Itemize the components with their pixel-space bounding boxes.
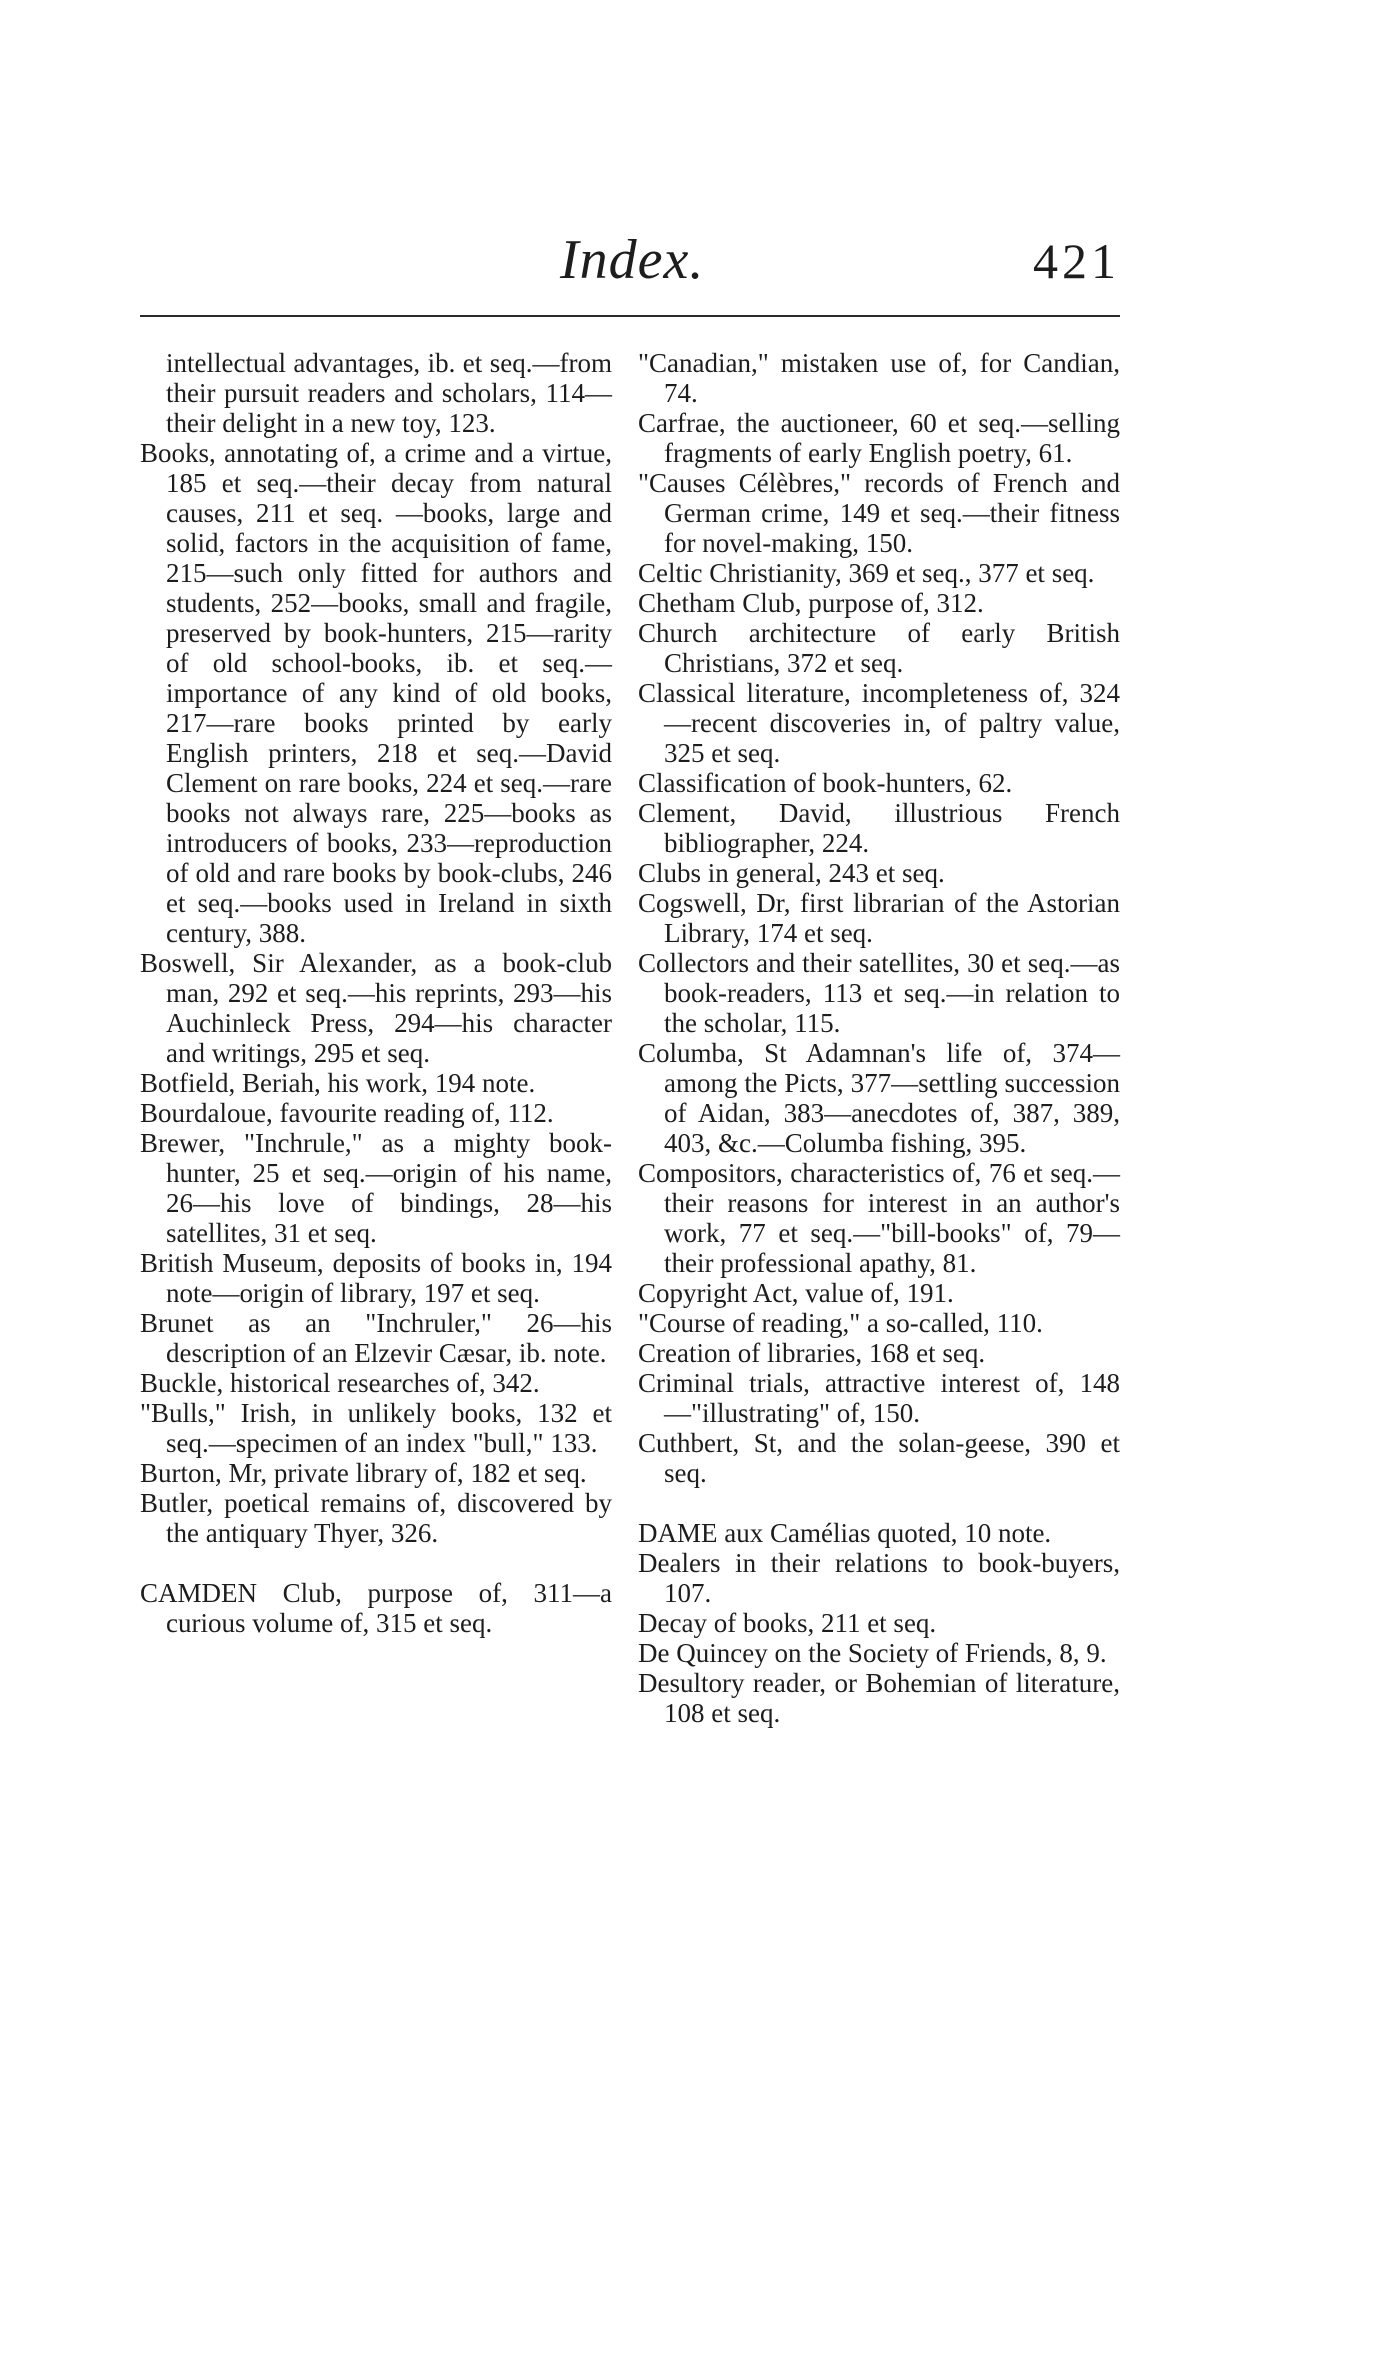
index-entry: CAMDEN Club, purpose of, 311—a curious volume of, 315 et seq. <box>140 1578 612 1638</box>
index-entry: "Causes Célèbres," records of French and German crime, 149 et seq.—their fitness for novel-making, 150. <box>638 468 1120 558</box>
index-entry: Dealers in their relations to book-buyers, 107. <box>638 1548 1120 1608</box>
index-entry: Butler, poetical remains of, discovered by the antiquary Thyer, 326. <box>140 1488 612 1548</box>
index-entry: Decay of books, 211 et seq. <box>638 1608 937 1638</box>
index-entry: Copyright Act, value of, 191. <box>638 1278 954 1308</box>
index-entry: DAME aux Camélias quoted, 10 note. <box>638 1518 1052 1548</box>
index-entry: Compositors, characteristics of, 76 et seq.—their reasons for interest in an author's work, 77 et seq.—"bill-books" of, 79—their professional apathy, 81. <box>638 1158 1120 1278</box>
right-column <box>638 348 1120 1728</box>
header-rule <box>140 315 1120 317</box>
index-entry: Criminal trials, attractive interest of, 148—"illustrating" of, 150. <box>638 1368 1120 1428</box>
left-column <box>140 348 612 1638</box>
index-entry: Carfrae, the auctioneer, 60 et seq.—selling fragments of early English poetry, 61. <box>638 408 1120 468</box>
index-entry: Creation of libraries, 168 et seq. <box>638 1338 986 1368</box>
index-entry: Clement, David, illustrious French bibliographer, 224. <box>638 798 1120 858</box>
index-entry: Church architecture of early British Christians, 372 et seq. <box>638 618 1120 678</box>
index-entry: Celtic Christianity, 369 et seq., 377 et seq. <box>638 558 1095 588</box>
index-entry: Classification of book-hunters, 62. <box>638 768 1013 798</box>
index-entry: Brewer, "Inchrule," as a mighty book-hunter, 25 et seq.—origin of his name, 26—his love of bindings, 28—his satellites, 31 et seq. <box>140 1128 612 1248</box>
index-entry: Cogswell, Dr, first librarian of the Astorian Library, 174 et seq. <box>638 888 1120 948</box>
page-title: Index. <box>560 229 705 291</box>
section-gap <box>140 1548 612 1578</box>
index-entry: Collectors and their satellites, 30 et seq.—as book-readers, 113 et seq.—in relation to the scholar, 115. <box>638 948 1120 1038</box>
index-entry: Classical literature, incompleteness of, 324—recent discoveries in, of paltry value, 325 et seq. <box>638 678 1120 768</box>
index-entry: Burton, Mr, private library of, 182 et seq. <box>140 1458 587 1488</box>
index-entry: Botfield, Beriah, his work, 194 note. <box>140 1068 536 1098</box>
index-entry: Books, annotating of, a crime and a virtue, 185 et seq.—their decay from natural causes, 211 et seq. —books, large and solid, factors in the acquisition of fame, 215—such only fitted for authors and students, 252—books, small and fragile, preserved by book-hunters, 215—rarity of old school-books, ib. et seq.—importance of any kind of old books, 217—rare books printed by early English printers, 218 et seq.—David Clement on rare books, 224 et seq.—rare books not always rare, 225—books as introducers of books, 233—reproduction of old and rare books by book-clubs, 246 et seq.—books used in Ireland in sixth century, 388. <box>140 438 612 948</box>
index-entry: Columba, St Adamnan's life of, 374—among the Picts, 377—settling succession of Aidan, 383—anecdotes of, 387, 389, 403, &c.—Columba fishing, 395. <box>638 1038 1120 1158</box>
index-entry: Boswell, Sir Alexander, as a book-club man, 292 et seq.—his reprints, 293—his Auchinleck Press, 294—his character and writings, 295 et seq. <box>140 948 612 1068</box>
index-entry: "Course of reading," a so-called, 110. <box>638 1308 1043 1338</box>
index-entry: British Museum, deposits of books in, 194 note—origin of library, 197 et seq. <box>140 1248 612 1308</box>
index-entry: intellectual advantages, ib. et seq.—from their pursuit readers and scholars, 114—their delight in a new toy, 123. <box>166 348 612 438</box>
index-entry: "Canadian," mistaken use of, for Candian, 74. <box>638 348 1120 408</box>
index-entry: Desultory reader, or Bohemian of literature, 108 et seq. <box>638 1668 1120 1728</box>
page-number: 421 <box>1033 233 1120 289</box>
running-header <box>140 228 1120 318</box>
index-entry: Cuthbert, St, and the solan-geese, 390 et seq. <box>638 1428 1120 1488</box>
index-entry: Chetham Club, purpose of, 312. <box>638 588 984 618</box>
index-entry: "Bulls," Irish, in unlikely books, 132 et seq.—specimen of an index "bull," 133. <box>140 1398 612 1458</box>
index-entry: De Quincey on the Society of Friends, 8, 9. <box>638 1638 1107 1668</box>
index-entry: Clubs in general, 243 et seq. <box>638 858 945 888</box>
index-entry: Buckle, historical researches of, 342. <box>140 1368 540 1398</box>
index-entry: Brunet as an "Inchruler," 26—his description of an Elzevir Cæsar, ib. note. <box>140 1308 612 1368</box>
index-entry: Bourdaloue, favourite reading of, 112. <box>140 1098 554 1128</box>
section-gap <box>638 1488 1120 1518</box>
